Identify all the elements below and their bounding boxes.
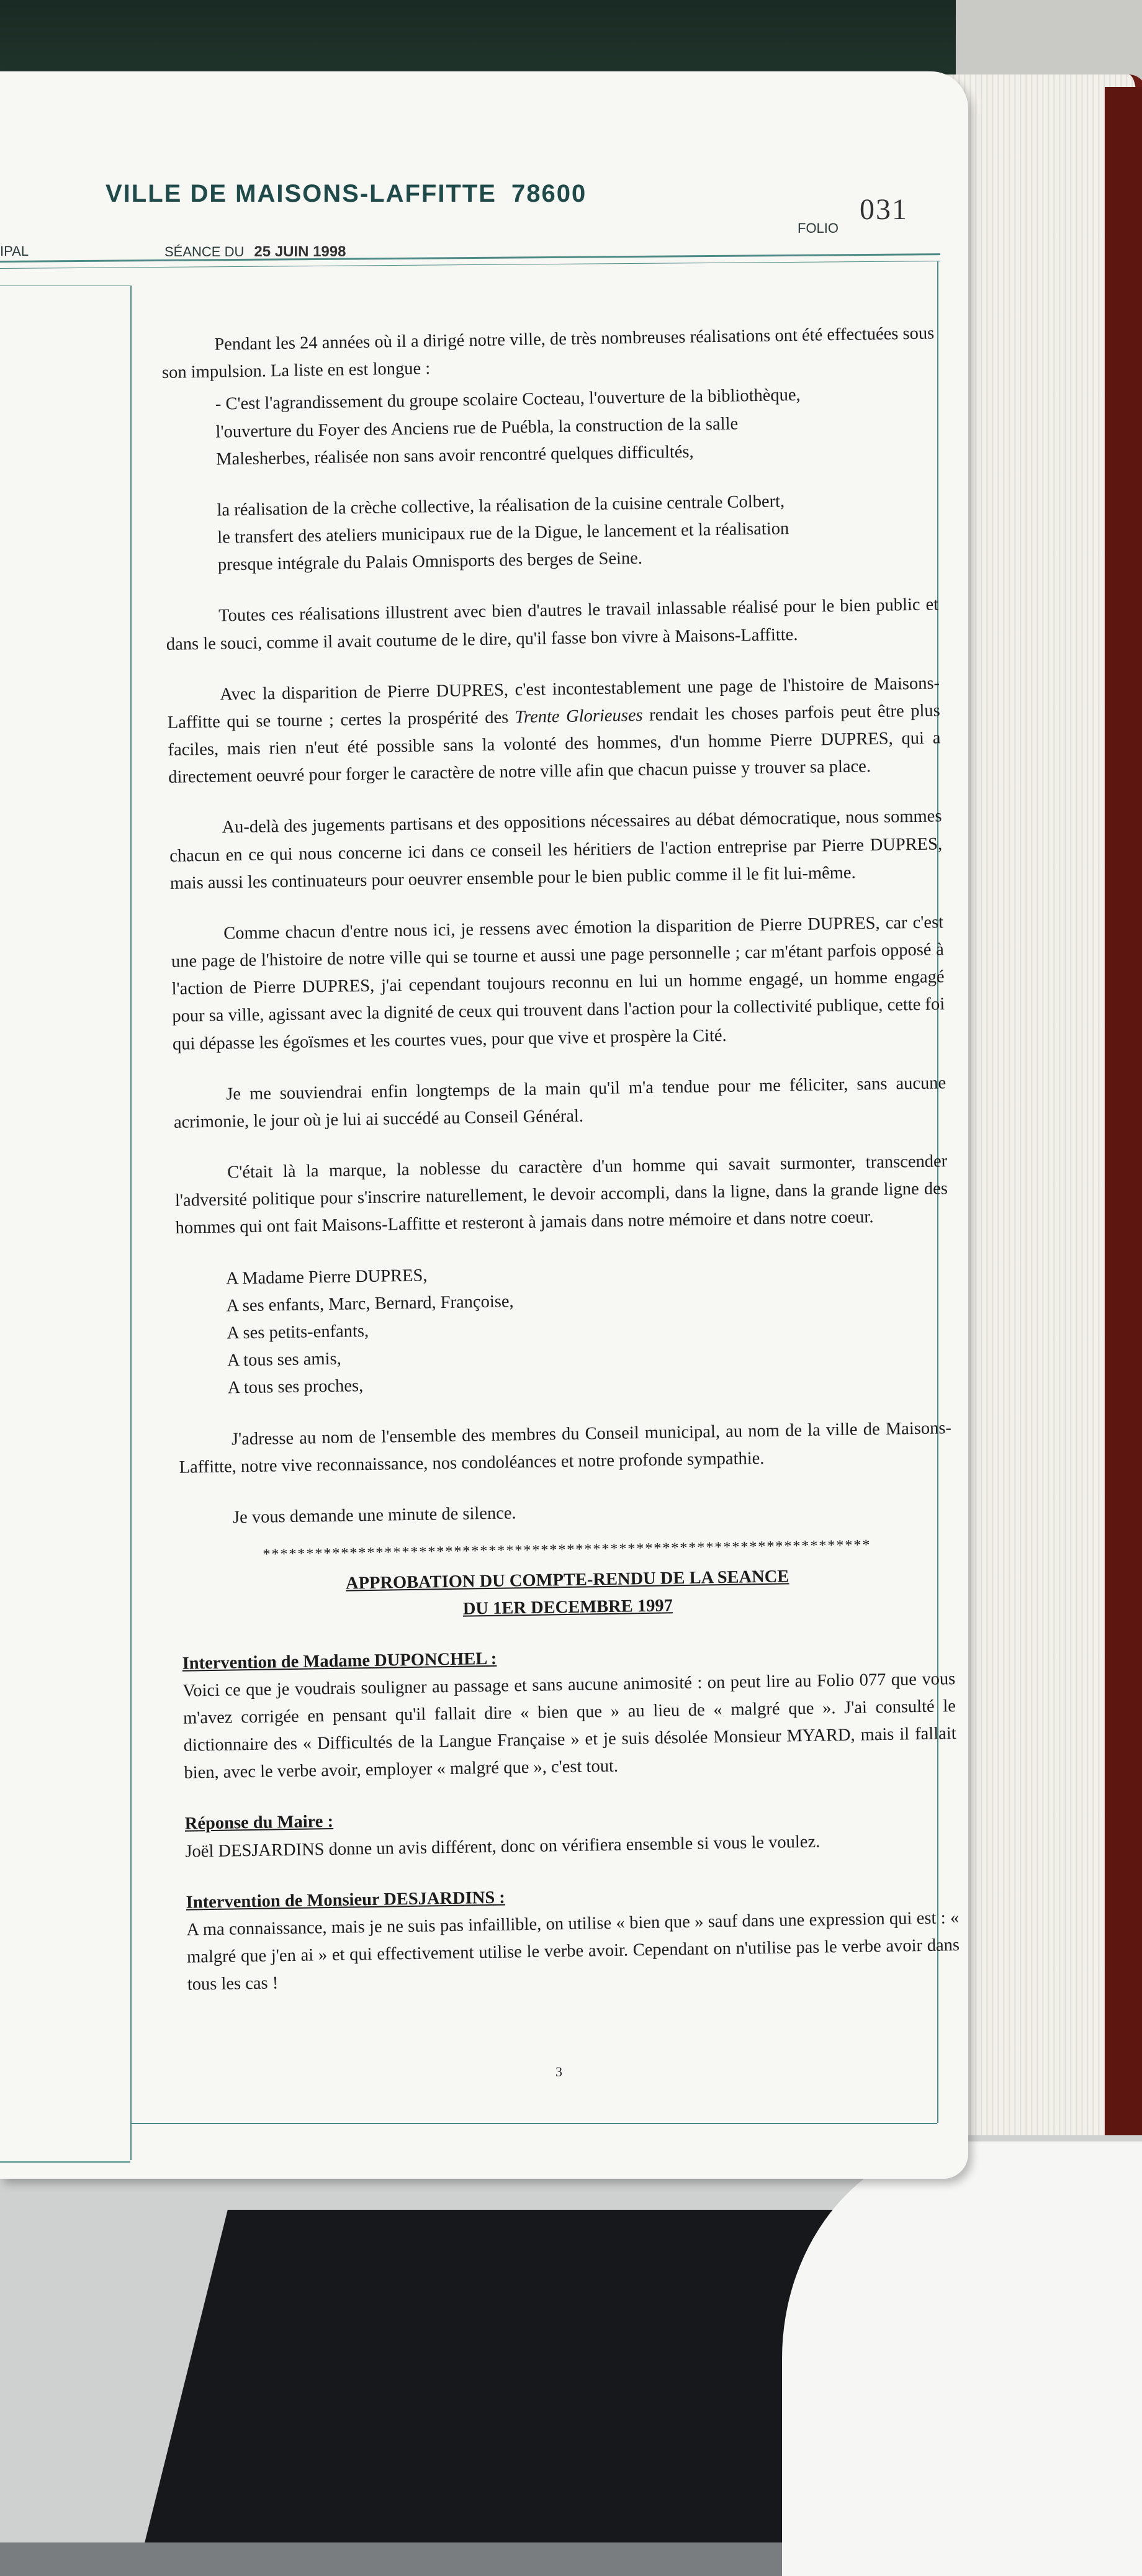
list-line: Malesherbes, réalisée non sans avoir rencontré quelques difficultés, — [215, 442, 694, 469]
page-header-title — [106, 180, 587, 208]
paragraph-part: Avec la disparition de Pierre DUPRES, c'est incontestablement une page de l'histoire de Maisons-Laffitte qui se tourne ; certes la prospérité des — [167, 673, 940, 732]
paragraph: C'était là la marque, la noblesse du caractère d'un homme qui savait surmonter, transcender l'adversité politique pour s'inscrire naturellement, le devoir accompli, dans la ligne, dans la grande ligne des hommes qui ont fait Maisons-Laffitte et resteront à jamais dans notre mémoire et dans notre coeur. — [174, 1151, 948, 1238]
intervention-text: Voici ce que je voudrais souligner au passage et sans aucune animosité : on peut lire au Folio 077 que vous m'avez corrigée en pensant qu'il fallait dire « bien que » au lieu de « malgré que ». J'ai consulté le dictionnaire des « Difficultés de la Langue Française » et je suis désolée Monsieur MYARD, mais il fallait bien, avec le verbe avoir, employer « malgré que », c'est tout. — [182, 1669, 956, 1783]
intervention-label: Intervention de Monsieur DESJARDINS : — [186, 1888, 506, 1912]
paragraph: Toutes ces réalisations illustrent avec bien d'autres le travail inlassable réalisé pour le bien public et dans le souci, comme il avait coutume de le dire, qu'il fasse bon vivre à Maisons-Laffitte. — [166, 595, 939, 654]
list-line: presque intégrale du Palais Omnisports des berges de Seine. — [217, 549, 643, 575]
paragraph: Pendant les 24 années où il a dirigé notre ville, de très nombreuses réalisations ont été effectuées sous son impulsion. La liste en est longue : — [161, 323, 935, 383]
document-body — [161, 320, 961, 2022]
separator-stars: ********************************************************************** — [263, 1537, 871, 1563]
paragraph: J'adresse au nom de l'ensemble des membres du Conseil municipal, au nom de la ville de Maisons-Laffitte, notre vive reconnaissance, nos condoléances et notre profonde sympathie. — [179, 1418, 952, 1477]
greeting-line: A tous ses amis, — [227, 1349, 341, 1371]
paragraph — [167, 670, 942, 791]
postcode: 78600 — [511, 180, 587, 207]
folio-label: FOLIO — [798, 220, 839, 236]
paragraph: Je vous demande une minute de silence. — [232, 1503, 516, 1528]
greeting-line: A Madame Pierre DUPRES, — [225, 1266, 428, 1289]
realisations-list-2 — [164, 485, 938, 580]
greeting-line: A tous ses proches, — [227, 1376, 364, 1398]
frame-outer-bottom-border — [0, 2161, 130, 2163]
intervention-text: A ma connaissance, mais je ne suis pas infaillible, on utilise « bien que » sauf dans une expression qui est : « malgré que j'en ai » et qui effectivement utilise le verbe avoir. Cependant on n'utilise pas le verbe avoir dans tous les cas ! — [186, 1908, 960, 1994]
intervention-text: Joël DESJARDINS donne un avis différent, donc on vérifiera ensemble si vous le voulez. — [185, 1832, 821, 1862]
greeting-line: A ses petits-enfants, — [227, 1321, 369, 1343]
frame-left-border — [130, 286, 132, 2160]
section-title-line: APPROBATION DU COMPTE-RENDU DE LA SEANCE — [345, 1567, 789, 1593]
town-name: VILLE DE MAISONS-LAFFITTE — [106, 180, 497, 207]
frame-bottom-border — [130, 2123, 937, 2124]
greetings-list — [176, 1254, 951, 1403]
realisations-list-1 — [163, 380, 937, 474]
intervention-label: Intervention de Madame DUPONCHEL : — [182, 1649, 497, 1673]
greeting-line: A ses enfants, Marc, Bernard, Françoise, — [226, 1292, 514, 1316]
list-line: - C'est l'agrandissement du groupe scolaire Cocteau, l'ouverture de la bibliothèque, — [215, 385, 801, 414]
intervention-label: Réponse du Maire : — [184, 1812, 334, 1834]
list-line: la réalisation de la crèche collective, la réalisation de la cuisine centrale Colbert, — [217, 492, 785, 520]
folio-number: 031 — [860, 193, 908, 226]
intervention-block — [186, 1877, 960, 1999]
intervention-block — [182, 1638, 956, 1787]
list-line: l'ouverture du Foyer des Anciens rue de Puébla, la construction de la salle — [215, 413, 739, 442]
paragraph: Comme chacun d'entre nous ici, je ressens avec émotion la disparition de Pierre DUPRES, car c'est une page de l'histoire de notre ville qui se tourne et aussi une page personnelle ; car m'étant parfois opposé à l'action de Pierre DUPRES, j'ai cependant toujours reconnu en lui un homme engagé, un homme engagé pour sa ville, agissant avec la dignité de ceux qui trouvent dans l'action pour la collectivité publique, cette foi qui dépasse les égoïsmes et les courtes vues, pour que vive et prospère la Cité. — [171, 912, 945, 1054]
background-object — [782, 2141, 1142, 2576]
paragraph-part: rendait les choses parfois peut être plus faciles, mais rien n'eut été possible sans la volonté des hommes, d'un homme Pierre DUPRES, qui a directement oeuvré pour forger le caractère de notre ville afin que chacun puisse y trouver sa place. — [168, 701, 941, 788]
section-title-line: DU 1ER DECEMBRE 1997 — [462, 1596, 673, 1619]
paragraph: Je me souviendrai enfin longtemps de la main qu'il m'a tendue pour me féliciter, sans aucune acrimonie, le jour où je lui ai succédé au Conseil Général. — [173, 1073, 946, 1132]
seance-date: 25 JUIN 1998 — [254, 243, 346, 260]
paragraph: Au-delà des jugements partisans et des oppositions nécessaires au débat démocratique, nous sommes chacun en ce qui nous concerne ici dans ce conseil les héritiers de l'action entreprise par Pierre DUPRES, mais aussi les continuateurs pour oeuvrer ensemble pour le bien public comme il le fit lui-même. — [169, 806, 943, 893]
intervention-block — [184, 1799, 958, 1866]
paragraph-emphasis: Trente Glorieuses — [515, 705, 643, 727]
seance-label: SÉANCE DU — [164, 244, 245, 259]
header-left-fragment: IPAL — [0, 243, 29, 259]
list-line: le transfert des ateliers municipaux rue de la Digue, le lancement et la réalisation — [217, 519, 789, 547]
page-number: 3 — [555, 2064, 562, 2079]
section-title — [181, 1560, 954, 1628]
book-cover — [1105, 87, 1142, 2135]
background-wall — [956, 0, 1142, 81]
